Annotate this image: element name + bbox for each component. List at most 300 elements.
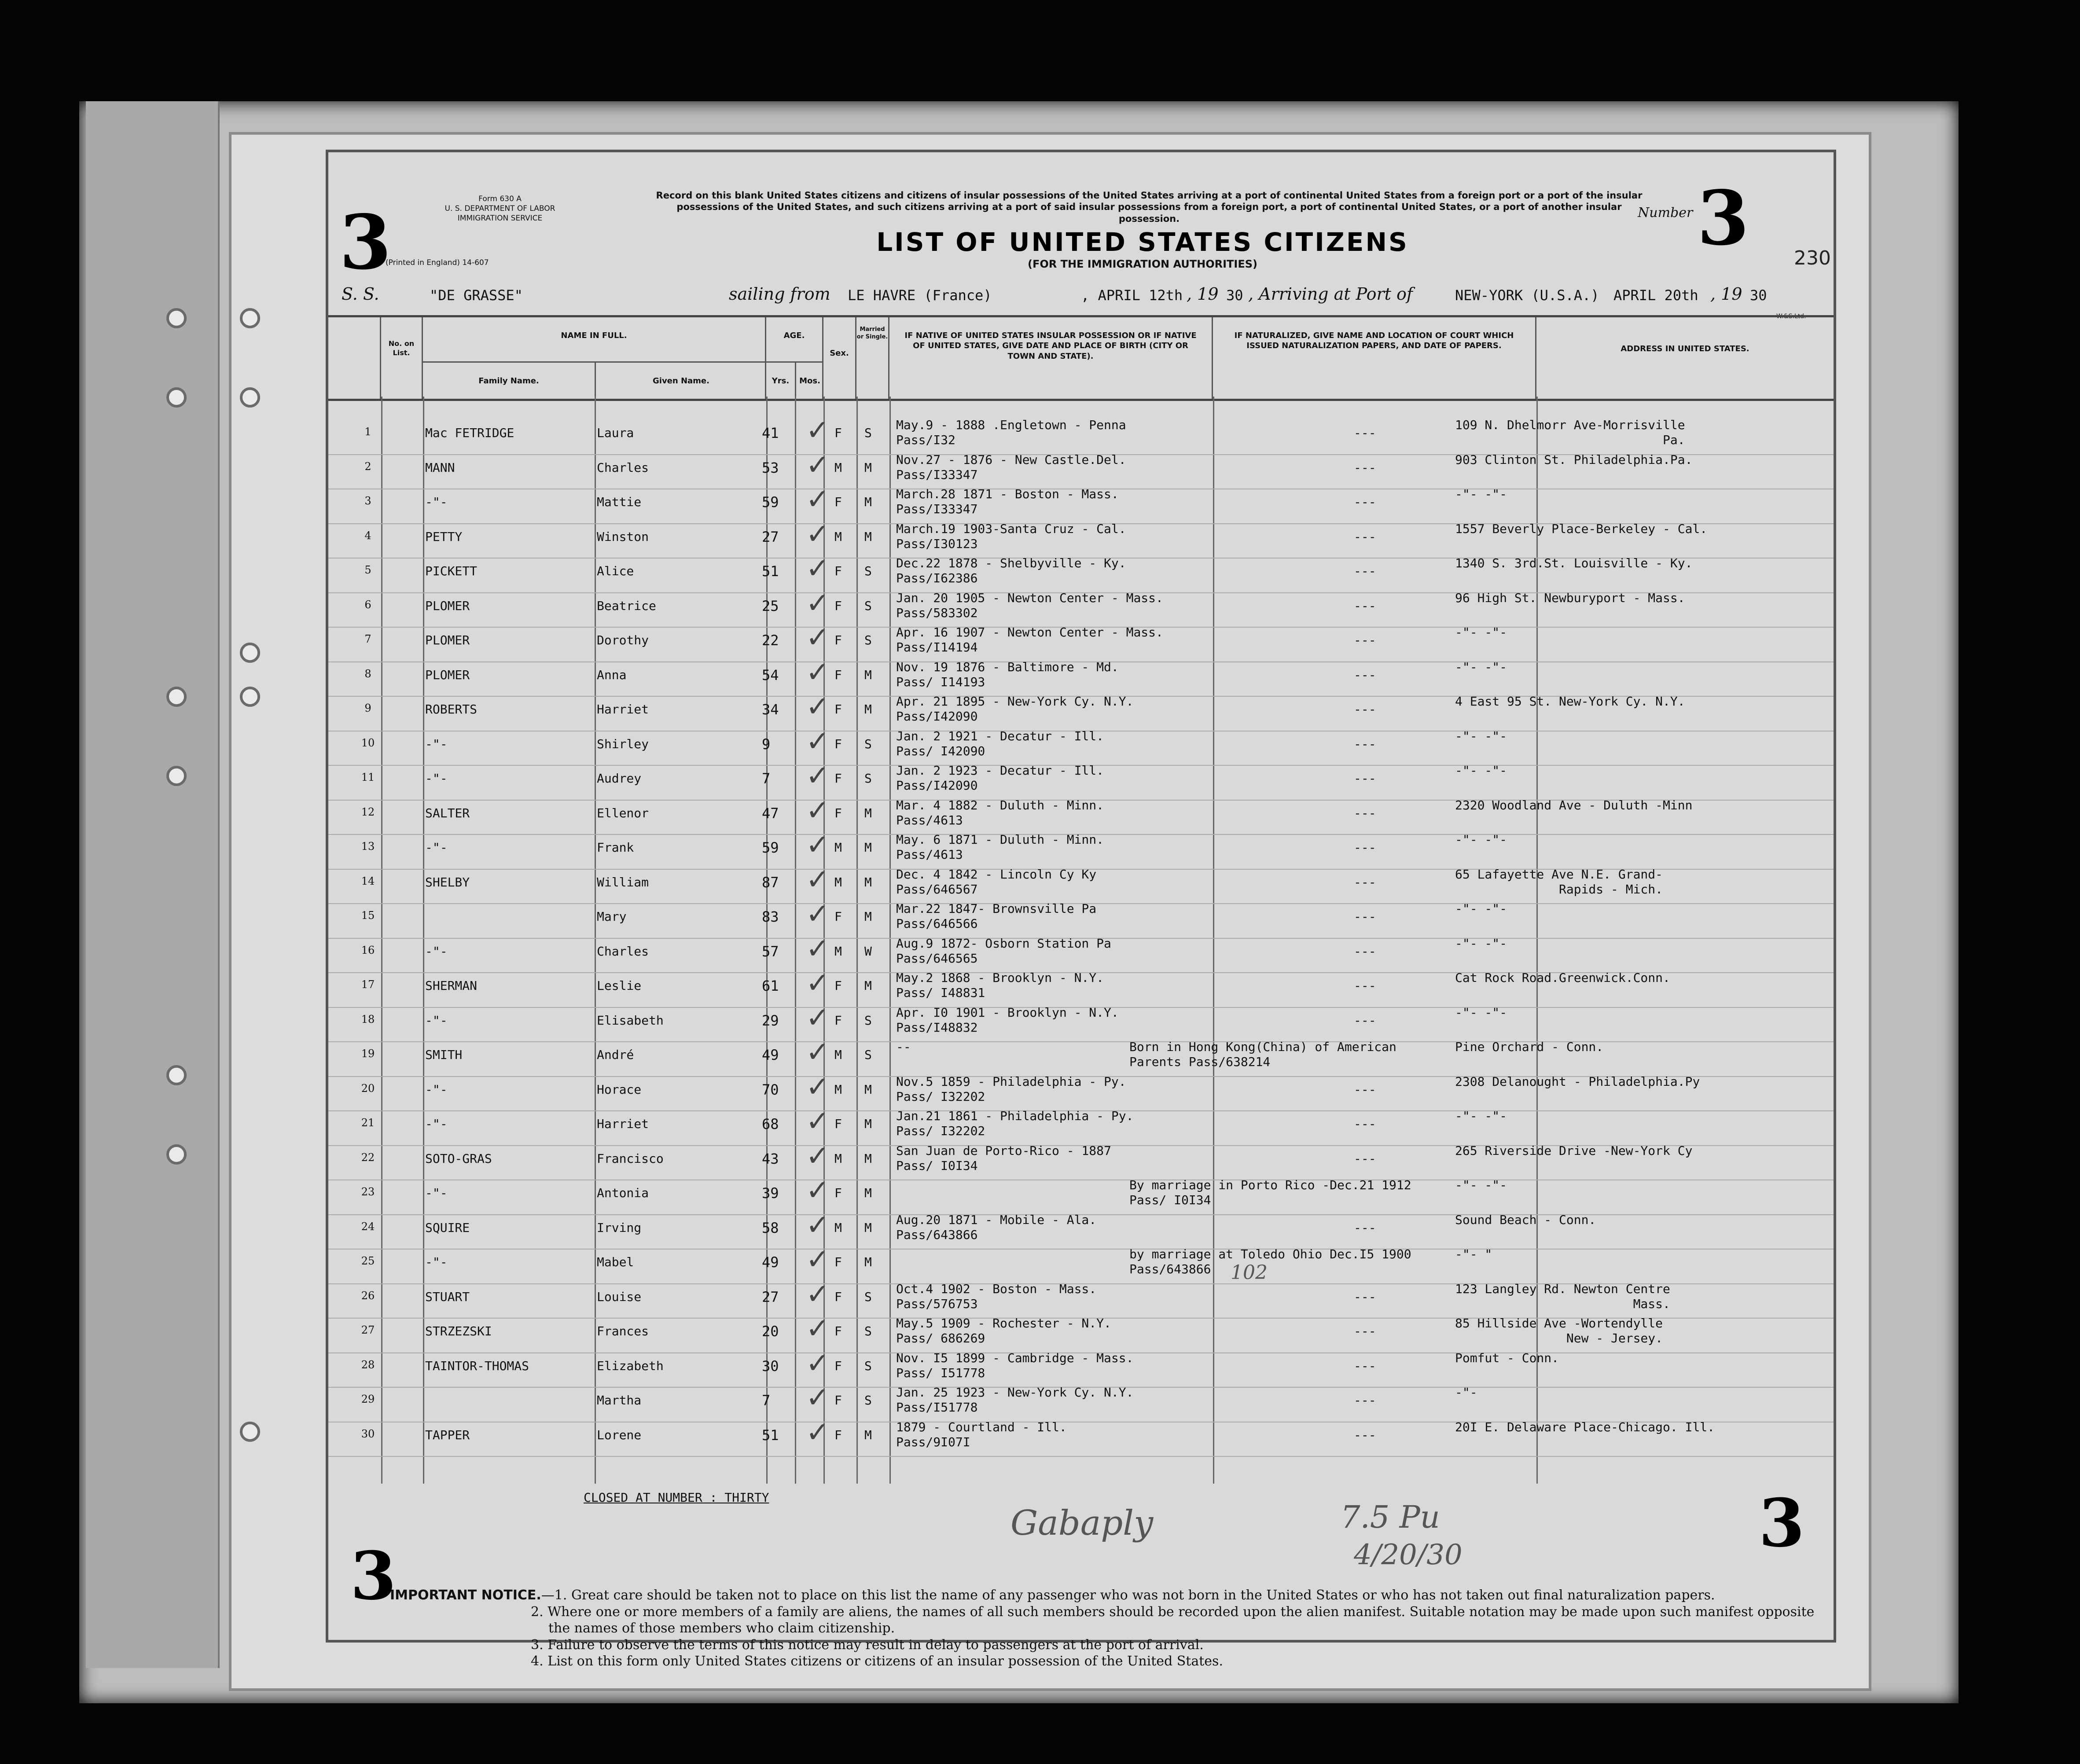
- naturalization-info: [1354, 460, 1376, 475]
- address-line: -"- -"-: [1455, 832, 1507, 847]
- check-mark-icon: ✓: [806, 794, 830, 827]
- sex: M: [834, 875, 842, 889]
- address: [1455, 1178, 1507, 1193]
- birth-info-line: --: [896, 1040, 911, 1054]
- naturalization-line: ---: [1354, 598, 1376, 613]
- marital-status: S: [864, 598, 872, 613]
- sex: F: [834, 633, 842, 647]
- address: [1455, 1143, 1692, 1158]
- page-stamp: 230: [1794, 247, 1831, 269]
- given-name: Mattie: [597, 495, 642, 509]
- birth-info-line: Pass/ I32202: [896, 1124, 985, 1138]
- sex: F: [834, 1393, 842, 1408]
- family-name: STUART: [425, 1289, 470, 1304]
- col-family: Family Name.: [478, 376, 539, 386]
- birth-info: [896, 970, 1104, 1000]
- marital-status: M: [864, 875, 872, 889]
- footer-number: 3: [1759, 1485, 1805, 1562]
- family-name: STRZEZSKI: [425, 1324, 492, 1338]
- birth-info: [896, 694, 1133, 724]
- departure-port: LE HAVRE (France): [848, 287, 992, 304]
- notice-lead: IMPORTANT NOTICE.: [390, 1588, 541, 1603]
- address: [1455, 798, 1692, 813]
- address-line: Cat Rock Road.Greenwick.Conn.: [1455, 970, 1670, 985]
- family-name: SHELBY: [425, 875, 470, 889]
- given-name: Antonia: [597, 1186, 649, 1200]
- address: [1455, 418, 1685, 448]
- age: 49: [762, 1254, 779, 1271]
- naturalization-info: [1354, 1393, 1376, 1408]
- arriving-label: , Arriving at Port of: [1248, 284, 1413, 304]
- row-number: 22: [361, 1151, 375, 1164]
- address-line: 85 Hillside Ave -Wortendylle: [1455, 1316, 1663, 1330]
- form-id: Form 630 A: [478, 195, 522, 203]
- address-line: Pa.: [1663, 433, 1685, 447]
- sex: M: [834, 460, 842, 475]
- check-mark-icon: ✓: [806, 760, 830, 792]
- marital-status: M: [864, 1186, 872, 1200]
- address: [1455, 867, 1663, 897]
- col-address: ADDRESS IN UNITED STATES.: [1621, 344, 1749, 353]
- arrival-year-prefix: , 19: [1710, 284, 1742, 304]
- binder-hole: [166, 1065, 187, 1085]
- address: [1455, 763, 1507, 778]
- check-mark-icon: ✓: [806, 1416, 830, 1449]
- family-name: SMITH: [425, 1047, 463, 1062]
- naturalization-info: [1354, 529, 1376, 544]
- department-block: [416, 194, 584, 223]
- naturalization-line: ---: [1354, 1117, 1376, 1131]
- address: [1455, 1074, 1700, 1089]
- sex: F: [834, 598, 842, 613]
- family-name: TAINTOR-THOMAS: [425, 1358, 529, 1373]
- birth-info-line: Pass/646565: [896, 951, 978, 966]
- naturalization-info: [1354, 771, 1376, 786]
- birth-info: [896, 901, 1096, 931]
- naturalization-info: [1354, 1220, 1376, 1235]
- marital-status: M: [864, 1117, 872, 1131]
- address-line: 65 Lafayette Ave N.E. Grand-: [1455, 867, 1663, 882]
- row-number: 5: [364, 564, 371, 576]
- check-mark-icon: ✓: [806, 1209, 830, 1242]
- address: [1455, 1282, 1670, 1312]
- row-number: 9: [364, 702, 371, 714]
- address: [1455, 901, 1507, 916]
- notice-item: 4. List on this form only United States citizens or citizens of an insular possession of the United States.: [531, 1654, 1223, 1669]
- address-line: -"- -"-: [1455, 487, 1507, 501]
- birth-info-line: Pass/ 686269: [896, 1331, 985, 1345]
- notice-item: 2. Where one or more members of a family are aliens, the names of all such members should be recorded upon the alien manifest. Suitable notation may be made upon such manifest opposite the names of those members who claim citizenship.: [531, 1604, 1815, 1636]
- binder-hole: [240, 643, 260, 663]
- check-mark-icon: ✓: [806, 1105, 830, 1138]
- row-number: 11: [361, 771, 375, 783]
- birth-info-line: Pass/ I42090: [896, 743, 985, 758]
- row-number: 26: [361, 1289, 375, 1302]
- binding-strip: [86, 101, 220, 1668]
- birth-info-line: San Juan de Porto-Rico - 1887: [896, 1143, 1111, 1158]
- family-name: -"-: [425, 736, 448, 751]
- address: [1455, 1005, 1507, 1020]
- check-mark-icon: ✓: [806, 863, 830, 896]
- marital-status: S: [864, 426, 872, 440]
- naturalization-line: ---: [1354, 1324, 1376, 1338]
- given-name: Elisabeth: [597, 1013, 664, 1028]
- family-name: PICKETT: [425, 564, 478, 578]
- address-line: -"- ": [1455, 1247, 1492, 1261]
- age: 29: [762, 1012, 779, 1029]
- given-name: Frances: [597, 1324, 649, 1338]
- row-number: 25: [361, 1255, 375, 1267]
- address: [1455, 625, 1507, 640]
- sex: F: [834, 702, 842, 717]
- birth-info: [896, 591, 1163, 621]
- naturalization-line: ---: [1354, 426, 1376, 440]
- given-name: Alice: [597, 564, 634, 578]
- birth-info: [896, 867, 1096, 897]
- birth-info: [896, 763, 1104, 793]
- marital-status: S: [864, 564, 872, 578]
- birth-info: [896, 936, 1111, 966]
- sex: F: [834, 1324, 842, 1338]
- birth-info-line: March.19 1903-Santa Cruz - Cal.: [896, 521, 1126, 536]
- birth-info-line: Pass/ I51778: [896, 1365, 985, 1380]
- sex: F: [834, 1289, 842, 1304]
- row-number: 14: [361, 875, 375, 887]
- sex: M: [834, 944, 842, 959]
- family-name: -"-: [425, 495, 448, 509]
- birth-info-line: Pass/I42090: [896, 778, 978, 793]
- address-line: 109 N. Dhelmorr Ave-Morrisville: [1455, 418, 1685, 432]
- birth-info-line: Pass/9I07I: [896, 1434, 970, 1449]
- age: 68: [762, 1116, 779, 1132]
- row-number: 18: [361, 1013, 375, 1025]
- naturalization-line: ---: [1354, 978, 1376, 993]
- sex: F: [834, 426, 842, 440]
- sex: M: [834, 1082, 842, 1097]
- address: [1455, 452, 1692, 467]
- age: 61: [762, 978, 779, 994]
- address: [1455, 970, 1670, 985]
- age: 43: [762, 1150, 779, 1167]
- address-line: 903 Clinton St. Philadelphia.Pa.: [1455, 452, 1693, 467]
- check-mark-icon: ✓: [806, 1312, 830, 1345]
- birth-info-line: Pass/I42090: [896, 709, 978, 724]
- naturalization-line: ---: [1354, 633, 1376, 647]
- family-name: SALTER: [425, 805, 470, 820]
- birth-info-line: Aug.20 1871 - Mobile - Ala.: [896, 1212, 1097, 1227]
- address: [1455, 832, 1507, 847]
- given-name: Beatrice: [597, 598, 656, 613]
- birth-info: [896, 418, 1126, 448]
- notice-item: 3. Failure to observe the terms of this notice may result in delay to passengers at the port of arrival.: [531, 1637, 1204, 1653]
- marital-status: S: [864, 1393, 872, 1408]
- check-mark-icon: ✓: [806, 448, 830, 481]
- age: 58: [762, 1219, 779, 1236]
- row-number: 4: [364, 529, 371, 542]
- form-title: LIST OF UNITED STATES CITIZENS: [876, 227, 1409, 257]
- sex: M: [834, 529, 842, 544]
- row-number: 1: [364, 426, 371, 438]
- check-mark-icon: ✓: [806, 518, 830, 551]
- naturalization-line: ---: [1354, 1393, 1376, 1408]
- family-name: -"-: [425, 840, 448, 855]
- given-name: Shirley: [597, 736, 649, 751]
- row-number: 8: [364, 667, 371, 680]
- birth-info: [896, 625, 1163, 655]
- given-name: Ellenor: [597, 805, 649, 820]
- naturalization-line: ---: [1354, 529, 1376, 544]
- birth-info: [896, 1143, 1111, 1173]
- given-name: William: [597, 875, 649, 889]
- birth-info: [896, 556, 1126, 586]
- age: 87: [762, 874, 779, 891]
- birth-info: [896, 487, 1119, 517]
- age: 41: [762, 425, 779, 441]
- row-number: 15: [361, 909, 375, 922]
- marital-status: M: [864, 840, 872, 855]
- birth-info-line: Pass/I62386: [896, 571, 978, 585]
- naturalization-info: [1129, 1178, 1411, 1208]
- family-name: -"-: [425, 944, 448, 959]
- birth-info-line: Aug.9 1872- Osborn Station Pa: [896, 936, 1111, 951]
- sex: M: [834, 840, 842, 855]
- address-line: 96 High St. Newburyport - Mass.: [1455, 590, 1685, 605]
- check-mark-icon: ✓: [806, 1070, 830, 1103]
- address-line: -"- -"-: [1455, 625, 1507, 639]
- naturalization-info: [1129, 1040, 1396, 1069]
- naturalization-info: [1354, 1117, 1376, 1131]
- naturalization-line: ---: [1354, 495, 1376, 509]
- check-mark-icon: ✓: [806, 932, 830, 965]
- arrival-year: 30: [1750, 287, 1767, 304]
- birth-info-line: March.28 1871 - Boston - Mass.: [896, 487, 1119, 501]
- birth-info-line: Jan. 2 1923 - Decatur - Ill.: [896, 763, 1104, 778]
- sex: F: [834, 1358, 842, 1373]
- col-naturalized: IF NATURALIZED, GIVE NAME AND LOCATION OF COURT WHICH ISSUED NATURALIZATION PAPERS, AND DATE OF PAPERS.: [1213, 317, 1536, 399]
- birth-info-line: Jan. 2 1921 - Decatur - Ill.: [896, 728, 1104, 743]
- birth-info-line: Dec. 4 1842 - Lincoln Cy Ky: [896, 867, 1097, 882]
- birth-info: [896, 522, 1126, 551]
- address-line: Rapids - Mich.: [1559, 882, 1663, 897]
- column-header: [328, 315, 1834, 401]
- naturalization-info: [1354, 978, 1376, 993]
- address-line: 265 Riverside Drive -New-York Cy: [1455, 1143, 1693, 1158]
- naturalization-line: ---: [1354, 1220, 1376, 1235]
- col-given: Given Name.: [595, 363, 766, 400]
- address-line: -"- -"-: [1455, 728, 1507, 743]
- naturalization-line: ---: [1354, 1151, 1376, 1166]
- age: 83: [762, 908, 779, 925]
- naturalization-info: [1354, 668, 1376, 682]
- birth-info: [896, 1385, 1133, 1415]
- birth-info-line: May. 6 1871 - Duluth - Minn.: [896, 832, 1104, 847]
- family-name: SQUIRE: [425, 1220, 470, 1235]
- marital-status: M: [864, 909, 872, 924]
- address-line: Mass.: [1633, 1296, 1670, 1311]
- naturalization-line: ---: [1354, 1289, 1376, 1304]
- inspection-date: 4/20/30: [1354, 1539, 1463, 1571]
- birth-info-line: Pass/646567: [896, 882, 978, 897]
- birth-info-line: Pass/ I0I34: [896, 1158, 978, 1173]
- check-mark-icon: ✓: [806, 552, 830, 585]
- family-name: Mac FETRIDGE: [425, 426, 514, 440]
- birth-info-line: May.9 - 1888 .Engletown - Penna: [896, 418, 1126, 432]
- naturalization-line: Born in Hong Kong(China) of American: [1129, 1040, 1396, 1054]
- sex: F: [834, 1013, 842, 1028]
- naturalization-info: [1354, 1359, 1376, 1373]
- check-mark-icon: ✓: [806, 1001, 830, 1034]
- check-mark-icon: ✓: [806, 1139, 830, 1172]
- naturalization-info: [1354, 702, 1376, 717]
- given-name: Martha: [597, 1393, 642, 1408]
- marital-status: S: [864, 736, 872, 751]
- birth-info: [896, 1420, 1067, 1450]
- check-mark-icon: ✓: [806, 483, 830, 516]
- address-line: 2320 Woodland Ave - Duluth -Minn: [1455, 797, 1693, 812]
- family-name: SHERMAN: [425, 978, 478, 993]
- given-name: Frank: [597, 840, 634, 855]
- closed-statement: CLOSED AT NUMBER : THIRTY: [584, 1490, 769, 1505]
- sex: F: [834, 564, 842, 578]
- notice-item: —1. Great care should be taken not to place on this list the name of any passenger who was not born in the United States or who has not taken out final naturalization papers.: [541, 1588, 1715, 1603]
- naturalization-info: [1129, 1247, 1411, 1277]
- marital-status: M: [864, 495, 872, 509]
- sex: F: [834, 1427, 842, 1442]
- age: 22: [762, 632, 779, 649]
- birth-info: [896, 1005, 1119, 1035]
- binder-hole: [240, 1422, 260, 1442]
- marital-status: S: [864, 1358, 872, 1373]
- birth-info-line: Pass/643866: [896, 1227, 978, 1242]
- col-name: NAME IN FULL. Family Name. Given Name.: [423, 317, 766, 399]
- row-number: 13: [361, 840, 375, 853]
- address-line: -"-: [1455, 1385, 1477, 1400]
- naturalization-info: [1354, 909, 1376, 924]
- address: [1455, 591, 1685, 606]
- binder-hole: [240, 308, 260, 328]
- sex: F: [834, 805, 842, 820]
- sex: F: [834, 771, 842, 786]
- row-number: 3: [364, 495, 371, 507]
- naturalization-line: ---: [1354, 805, 1376, 820]
- marital-status: M: [864, 805, 872, 820]
- form-subtitle: (FOR THE IMMIGRATION AUTHORITIES): [1027, 258, 1257, 270]
- naturalization-line: ---: [1354, 909, 1376, 924]
- birth-info-line: May.5 1909 - Rochester - N.Y.: [896, 1316, 1111, 1330]
- check-mark-icon: ✓: [806, 621, 830, 654]
- given-name: Harriet: [597, 1117, 649, 1131]
- age: 27: [762, 528, 779, 545]
- address-line: -"- -"-: [1455, 1109, 1507, 1123]
- birth-info-line: Pass/I33347: [896, 467, 978, 482]
- birth-info-line: Pass/ I32202: [896, 1089, 985, 1104]
- given-name: Charles: [597, 944, 649, 959]
- sex: M: [834, 1047, 842, 1062]
- marital-status: S: [864, 1289, 872, 1304]
- row-number: 28: [361, 1358, 375, 1371]
- age: 30: [762, 1357, 779, 1374]
- birth-info-line: Nov.27 - 1876 - New Castle.Del.: [896, 452, 1126, 467]
- marital-status: M: [864, 1151, 872, 1166]
- given-name: Winston: [597, 529, 649, 544]
- binder-hole: [166, 387, 187, 408]
- age: 51: [762, 1426, 779, 1444]
- address: [1455, 1040, 1603, 1055]
- row-number: 10: [361, 736, 375, 749]
- age: 54: [762, 666, 779, 684]
- row-number: 27: [361, 1324, 375, 1336]
- birth-info-line: Pass/I48832: [896, 1020, 978, 1035]
- record-instructions: Record on this blank United States citizens and citizens of insular possessions of the United States arriving at a port of continental United States from a foreign port or a port of the insular possessions of the United States, and such citizens arriving at a port of said insular possessions from a foreign port, a port of continental United States, or a port of another insular possession.: [656, 190, 1643, 224]
- col-yrs: Yrs.: [772, 376, 790, 386]
- address-line: 20I E. Delaware Place-Chicago. Ill.: [1455, 1419, 1715, 1434]
- naturalization-info: [1354, 599, 1376, 613]
- birth-info-line: Nov. I5 1899 - Cambridge - Mass.: [896, 1350, 1134, 1365]
- given-name: Harriet: [597, 702, 649, 717]
- naturalization-info: [1354, 737, 1376, 751]
- address-line: -"- -"-: [1455, 1178, 1507, 1192]
- table-row: [328, 1416, 1834, 1459]
- address: [1455, 1213, 1596, 1227]
- given-name: Audrey: [597, 771, 642, 786]
- marital-status: M: [864, 667, 872, 682]
- col-mos: Mos.: [795, 363, 823, 400]
- address: [1455, 487, 1507, 502]
- birth-info-line: Pass/I14194: [896, 640, 978, 654]
- age: 34: [762, 701, 779, 718]
- marital-status: M: [864, 1082, 872, 1097]
- age: 9: [762, 735, 771, 753]
- address: [1455, 522, 1707, 537]
- printed-note: (Printed in England) 14-607: [386, 258, 489, 267]
- marital-status: W: [864, 944, 872, 959]
- family-name: SOTO-GRAS: [425, 1151, 492, 1166]
- sex: F: [834, 1117, 842, 1131]
- naturalization-info: [1354, 1151, 1376, 1166]
- sex: F: [834, 1186, 842, 1200]
- naturalization-info: [1354, 875, 1376, 889]
- birth-info: [896, 1316, 1111, 1346]
- marital-status: M: [864, 1255, 872, 1269]
- naturalization-info: [1354, 1013, 1376, 1028]
- check-mark-icon: ✓: [806, 656, 830, 689]
- row-number: 19: [361, 1047, 375, 1060]
- row-number: 20: [361, 1082, 375, 1095]
- check-mark-icon: ✓: [806, 1382, 830, 1414]
- family-name: -"-: [425, 1255, 448, 1269]
- age: 51: [762, 563, 779, 580]
- naturalization-line: ---: [1354, 944, 1376, 959]
- address-line: Pine Orchard - Conn.: [1455, 1040, 1604, 1054]
- family-name: -"-: [425, 771, 448, 786]
- naturalization-line: ---: [1354, 702, 1376, 717]
- birth-info-line: Pass/ I14193: [896, 674, 985, 689]
- address: [1455, 660, 1507, 675]
- birth-info-line: Pass/ I48831: [896, 985, 985, 1000]
- given-name: Louise: [597, 1289, 642, 1304]
- given-name: Mabel: [597, 1255, 634, 1269]
- age: 57: [762, 943, 779, 960]
- birth-info: [896, 729, 1104, 759]
- given-name: Laura: [597, 426, 634, 440]
- address: [1455, 1316, 1663, 1346]
- corner-number: 3: [339, 198, 392, 287]
- family-name: -"-: [425, 1117, 448, 1131]
- voyage-line: [342, 284, 1794, 311]
- sex: M: [834, 1220, 842, 1235]
- table-row: [328, 1001, 1834, 1045]
- age: 47: [762, 805, 779, 822]
